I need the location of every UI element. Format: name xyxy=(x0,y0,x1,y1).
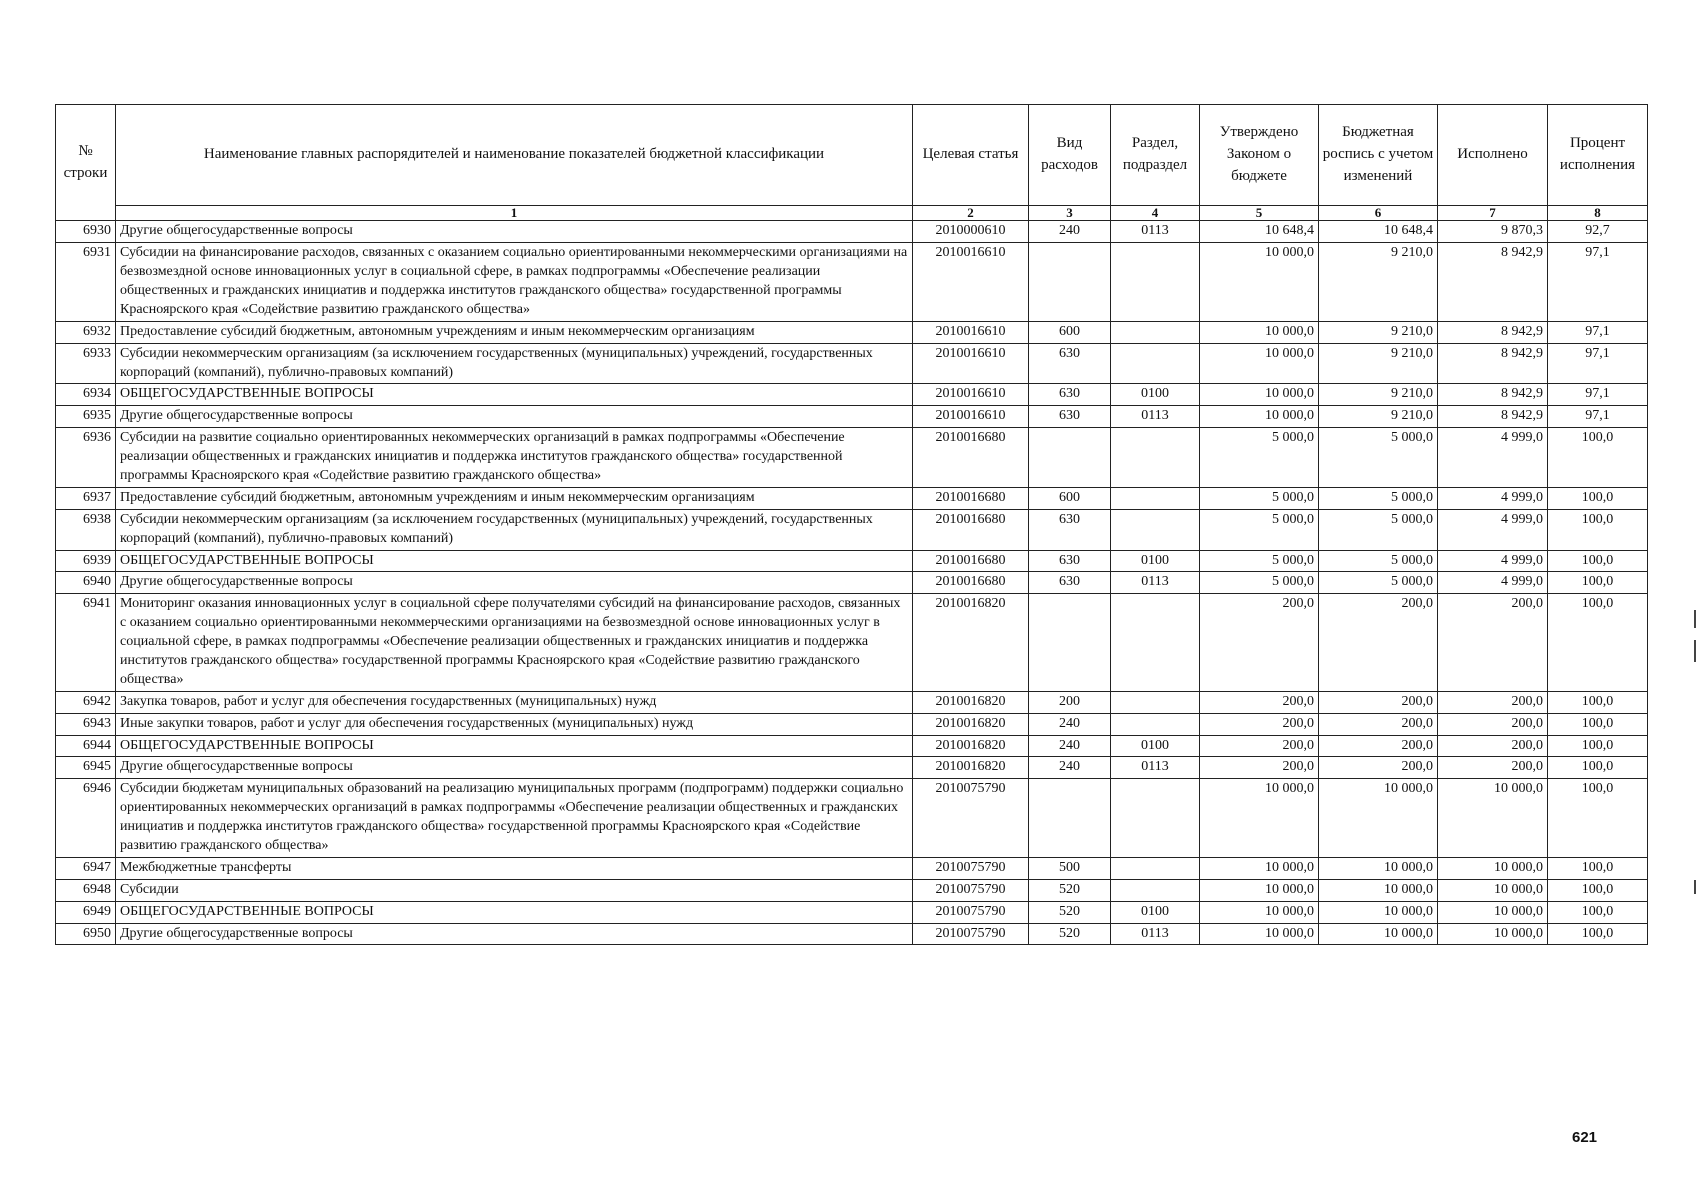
table-row xyxy=(56,757,1648,779)
row-name-cell: Закупка товаров, работ и услуг для обеспечения государственных (муниципальных) нужд xyxy=(116,691,913,713)
expense-type-cell: 630 xyxy=(1029,384,1111,406)
col-header-target: Целевая статья xyxy=(913,105,1029,206)
row-number-cell: 6945 xyxy=(56,757,116,779)
row-name-cell: Межбюджетные трансферты xyxy=(116,857,913,879)
schedule-amount-cell: 10 000,0 xyxy=(1319,923,1438,945)
percent-cell: 100,0 xyxy=(1548,594,1648,691)
table-row xyxy=(56,384,1648,406)
target-article-cell: 2010016820 xyxy=(913,713,1029,735)
row-number-cell: 6931 xyxy=(56,243,116,322)
target-article-cell: 2010016610 xyxy=(913,321,1029,343)
row-name-cell: Субсидии xyxy=(116,879,913,901)
scan-edge-mark xyxy=(1694,610,1696,628)
section-cell xyxy=(1111,857,1200,879)
section-cell xyxy=(1111,343,1200,384)
row-name-cell: Другие общегосударственные вопросы xyxy=(116,406,913,428)
approved-amount-cell: 10 000,0 xyxy=(1200,406,1319,428)
col-header-section: Раздел, подраздел xyxy=(1111,105,1200,206)
schedule-amount-cell: 5 000,0 xyxy=(1319,428,1438,488)
target-article-cell: 2010016680 xyxy=(913,572,1029,594)
target-article-cell: 2010075790 xyxy=(913,779,1029,858)
executed-amount-cell: 200,0 xyxy=(1438,691,1548,713)
row-number-cell: 6950 xyxy=(56,923,116,945)
expense-type-cell xyxy=(1029,243,1111,322)
col-number-2: 2 xyxy=(913,206,1029,221)
col-header-exp-type: Вид расходов xyxy=(1029,105,1111,206)
row-name-cell: ОБЩЕГОСУДАРСТВЕННЫЕ ВОПРОСЫ xyxy=(116,550,913,572)
percent-cell: 97,1 xyxy=(1548,343,1648,384)
target-article-cell: 2010016820 xyxy=(913,735,1029,757)
section-cell xyxy=(1111,509,1200,550)
schedule-amount-cell: 5 000,0 xyxy=(1319,509,1438,550)
section-cell xyxy=(1111,779,1200,858)
section-cell: 0100 xyxy=(1111,901,1200,923)
col-number-8: 8 xyxy=(1548,206,1648,221)
table-row xyxy=(56,221,1648,243)
schedule-amount-cell: 10 000,0 xyxy=(1319,879,1438,901)
expense-type-cell: 500 xyxy=(1029,857,1111,879)
row-name-cell: Предоставление субсидий бюджетным, автономным учреждениям и иным некоммерческим организациям xyxy=(116,487,913,509)
col-number-3: 3 xyxy=(1029,206,1111,221)
expense-type-cell xyxy=(1029,428,1111,488)
approved-amount-cell: 5 000,0 xyxy=(1200,428,1319,488)
executed-amount-cell: 10 000,0 xyxy=(1438,879,1548,901)
percent-cell: 97,1 xyxy=(1548,321,1648,343)
table-row xyxy=(56,406,1648,428)
target-article-cell: 2010016680 xyxy=(913,428,1029,488)
percent-cell: 97,1 xyxy=(1548,406,1648,428)
row-name-cell: Другие общегосударственные вопросы xyxy=(116,757,913,779)
table-row xyxy=(56,879,1648,901)
row-number-cell: 6937 xyxy=(56,487,116,509)
row-name-cell: Мониторинг оказания инновационных услуг в социальной сфере получателями субсидий на финансирование расходов, связанных с оказанием социально ориентированными некоммерческими организациями на безвозмездной основе инновационных услуг в социальной сфере, в рамках подпрограммы «Обеспечение реализации общественных и гражданских инициатив и поддержка институтов гражданского общества» государственной программы Красноярского края «Содействие развитию гражданского общества» xyxy=(116,594,913,691)
table-row xyxy=(56,343,1648,384)
percent-cell: 100,0 xyxy=(1548,923,1648,945)
executed-amount-cell: 4 999,0 xyxy=(1438,428,1548,488)
executed-amount-cell: 200,0 xyxy=(1438,713,1548,735)
section-cell: 0100 xyxy=(1111,384,1200,406)
row-name-cell: Другие общегосударственные вопросы xyxy=(116,572,913,594)
row-number-cell: 6943 xyxy=(56,713,116,735)
row-number-cell: 6948 xyxy=(56,879,116,901)
approved-amount-cell: 5 000,0 xyxy=(1200,572,1319,594)
row-number-cell: 6947 xyxy=(56,857,116,879)
percent-cell: 100,0 xyxy=(1548,901,1648,923)
row-name-cell: Иные закупки товаров, работ и услуг для обеспечения государственных (муниципальных) нужд xyxy=(116,713,913,735)
section-cell xyxy=(1111,691,1200,713)
expense-type-cell: 240 xyxy=(1029,735,1111,757)
percent-cell: 100,0 xyxy=(1548,713,1648,735)
table-row xyxy=(56,779,1648,858)
schedule-amount-cell: 200,0 xyxy=(1319,735,1438,757)
col-number-7: 7 xyxy=(1438,206,1548,221)
executed-amount-cell: 8 942,9 xyxy=(1438,343,1548,384)
executed-amount-cell: 8 942,9 xyxy=(1438,384,1548,406)
schedule-amount-cell: 10 000,0 xyxy=(1319,779,1438,858)
approved-amount-cell: 200,0 xyxy=(1200,735,1319,757)
approved-amount-cell: 10 000,0 xyxy=(1200,779,1319,858)
schedule-amount-cell: 9 210,0 xyxy=(1319,384,1438,406)
expense-type-cell: 520 xyxy=(1029,923,1111,945)
col-number-6: 6 xyxy=(1319,206,1438,221)
col-number-1: 1 xyxy=(116,206,913,221)
row-name-cell: Другие общегосударственные вопросы xyxy=(116,923,913,945)
table-row xyxy=(56,487,1648,509)
approved-amount-cell: 5 000,0 xyxy=(1200,487,1319,509)
row-number-cell: 6930 xyxy=(56,221,116,243)
table-row xyxy=(56,572,1648,594)
target-article-cell: 2010075790 xyxy=(913,901,1029,923)
expense-type-cell: 630 xyxy=(1029,509,1111,550)
section-cell xyxy=(1111,879,1200,901)
table-header-row xyxy=(56,105,1648,206)
section-cell xyxy=(1111,487,1200,509)
col-header-percent: Процент исполнения xyxy=(1548,105,1648,206)
row-number-cell: 6938 xyxy=(56,509,116,550)
executed-amount-cell: 200,0 xyxy=(1438,735,1548,757)
percent-cell: 100,0 xyxy=(1548,757,1648,779)
expense-type-cell: 630 xyxy=(1029,406,1111,428)
target-article-cell: 2010016680 xyxy=(913,509,1029,550)
target-article-cell: 2010075790 xyxy=(913,879,1029,901)
scan-edge-mark xyxy=(1694,880,1696,894)
schedule-amount-cell: 5 000,0 xyxy=(1319,487,1438,509)
table-row xyxy=(56,857,1648,879)
target-article-cell: 2010016610 xyxy=(913,384,1029,406)
row-number-cell: 6932 xyxy=(56,321,116,343)
percent-cell: 100,0 xyxy=(1548,572,1648,594)
executed-amount-cell: 8 942,9 xyxy=(1438,243,1548,322)
expense-type-cell: 520 xyxy=(1029,879,1111,901)
row-name-cell: Субсидии на развитие социально ориентированных некоммерческих организаций в рамках подпрограммы «Обеспечение реализации общественных и гражданских инициатив и поддержка институтов гражданского общества» государственной программы Красноярского края «Содействие развитию гражданского общества» xyxy=(116,428,913,488)
percent-cell: 100,0 xyxy=(1548,550,1648,572)
schedule-amount-cell: 5 000,0 xyxy=(1319,572,1438,594)
row-number-cell: 6946 xyxy=(56,779,116,858)
percent-cell: 97,1 xyxy=(1548,384,1648,406)
approved-amount-cell: 10 000,0 xyxy=(1200,879,1319,901)
approved-amount-cell: 10 000,0 xyxy=(1200,384,1319,406)
col-header-name: Наименование главных распорядителей и наименование показателей бюджетной классификации xyxy=(116,105,913,206)
target-article-cell: 2010000610 xyxy=(913,221,1029,243)
table-row xyxy=(56,713,1648,735)
row-number-cell: 6934 xyxy=(56,384,116,406)
target-article-cell: 2010016820 xyxy=(913,594,1029,691)
row-name-cell: ОБЩЕГОСУДАРСТВЕННЫЕ ВОПРОСЫ xyxy=(116,901,913,923)
percent-cell: 97,1 xyxy=(1548,243,1648,322)
table-row xyxy=(56,735,1648,757)
section-cell xyxy=(1111,428,1200,488)
row-name-cell: Субсидии на финансирование расходов, связанных с оказанием социально ориентированными некоммерческими организациями на безвозмездной основе инновационных услуг в социальной сфере, в рамках подпрограммы «Обеспечение реализации общественных и гражданских инициатив и поддержка институтов гражданского общества» государственной программы Красноярского края «Содействие развитию гражданского общества» xyxy=(116,243,913,322)
schedule-amount-cell: 9 210,0 xyxy=(1319,243,1438,322)
executed-amount-cell: 200,0 xyxy=(1438,594,1548,691)
percent-cell: 100,0 xyxy=(1548,857,1648,879)
row-number-cell: 6941 xyxy=(56,594,116,691)
target-article-cell: 2010016610 xyxy=(913,343,1029,384)
percent-cell: 100,0 xyxy=(1548,428,1648,488)
table-row xyxy=(56,594,1648,691)
approved-amount-cell: 10 000,0 xyxy=(1200,243,1319,322)
approved-amount-cell: 200,0 xyxy=(1200,691,1319,713)
table-body xyxy=(56,221,1648,945)
executed-amount-cell: 10 000,0 xyxy=(1438,779,1548,858)
expense-type-cell xyxy=(1029,779,1111,858)
row-name-cell: Другие общегосударственные вопросы xyxy=(116,221,913,243)
page-number: 621 xyxy=(1572,1129,1598,1146)
percent-cell: 100,0 xyxy=(1548,879,1648,901)
percent-cell: 100,0 xyxy=(1548,487,1648,509)
schedule-amount-cell: 9 210,0 xyxy=(1319,343,1438,384)
column-number-row xyxy=(56,206,1648,221)
schedule-amount-cell: 200,0 xyxy=(1319,757,1438,779)
table-row xyxy=(56,550,1648,572)
executed-amount-cell: 8 942,9 xyxy=(1438,406,1548,428)
expense-type-cell xyxy=(1029,594,1111,691)
percent-cell: 100,0 xyxy=(1548,509,1648,550)
row-name-cell: ОБЩЕГОСУДАРСТВЕННЫЕ ВОПРОСЫ xyxy=(116,384,913,406)
approved-amount-cell: 5 000,0 xyxy=(1200,509,1319,550)
section-cell: 0113 xyxy=(1111,923,1200,945)
table-row xyxy=(56,428,1648,488)
executed-amount-cell: 4 999,0 xyxy=(1438,487,1548,509)
approved-amount-cell: 10 000,0 xyxy=(1200,321,1319,343)
executed-amount-cell: 4 999,0 xyxy=(1438,509,1548,550)
target-article-cell: 2010075790 xyxy=(913,857,1029,879)
expense-type-cell: 630 xyxy=(1029,572,1111,594)
section-cell: 0100 xyxy=(1111,735,1200,757)
target-article-cell: 2010016610 xyxy=(913,406,1029,428)
expense-type-cell: 240 xyxy=(1029,713,1111,735)
approved-amount-cell: 10 000,0 xyxy=(1200,901,1319,923)
row-name-cell: Субсидии бюджетам муниципальных образований на реализацию муниципальных программ (подпрограмм) поддержки социально ориентированных некоммерческих организаций в рамках подпрограммы «Обеспечение реализации общественных и гражданских инициатив и поддержка институтов гражданского общества» государственной программы Красноярского края «Содействие развитию гражданского общества» xyxy=(116,779,913,858)
executed-amount-cell: 10 000,0 xyxy=(1438,901,1548,923)
schedule-amount-cell: 9 210,0 xyxy=(1319,406,1438,428)
row-number-cell: 6942 xyxy=(56,691,116,713)
section-cell xyxy=(1111,594,1200,691)
approved-amount-cell: 10 648,4 xyxy=(1200,221,1319,243)
section-cell xyxy=(1111,713,1200,735)
col-number-4: 4 xyxy=(1111,206,1200,221)
executed-amount-cell: 10 000,0 xyxy=(1438,857,1548,879)
row-number-cell: 6935 xyxy=(56,406,116,428)
table-row xyxy=(56,509,1648,550)
expense-type-cell: 240 xyxy=(1029,757,1111,779)
executed-amount-cell: 200,0 xyxy=(1438,757,1548,779)
expense-type-cell: 240 xyxy=(1029,221,1111,243)
approved-amount-cell: 200,0 xyxy=(1200,757,1319,779)
executed-amount-cell: 9 870,3 xyxy=(1438,221,1548,243)
col-number-5: 5 xyxy=(1200,206,1319,221)
table-row xyxy=(56,901,1648,923)
schedule-amount-cell: 200,0 xyxy=(1319,594,1438,691)
schedule-amount-cell: 9 210,0 xyxy=(1319,321,1438,343)
row-number-cell: 6944 xyxy=(56,735,116,757)
expense-type-cell: 520 xyxy=(1029,901,1111,923)
executed-amount-cell: 4 999,0 xyxy=(1438,572,1548,594)
approved-amount-cell: 10 000,0 xyxy=(1200,857,1319,879)
approved-amount-cell: 5 000,0 xyxy=(1200,550,1319,572)
approved-amount-cell: 10 000,0 xyxy=(1200,923,1319,945)
row-name-cell: Субсидии некоммерческим организациям (за исключением государственных (муниципальных) учреждений, государственных корпораций (компаний), публично-правовых компаний) xyxy=(116,343,913,384)
table-row xyxy=(56,691,1648,713)
col-header-approved: Утверждено Законом о бюджете xyxy=(1200,105,1319,206)
target-article-cell: 2010075790 xyxy=(913,923,1029,945)
schedule-amount-cell: 200,0 xyxy=(1319,713,1438,735)
row-number-cell: 6936 xyxy=(56,428,116,488)
scan-edge-mark xyxy=(1694,640,1696,662)
approved-amount-cell: 200,0 xyxy=(1200,594,1319,691)
approved-amount-cell: 200,0 xyxy=(1200,713,1319,735)
schedule-amount-cell: 10 648,4 xyxy=(1319,221,1438,243)
row-number-cell: 6939 xyxy=(56,550,116,572)
table-row xyxy=(56,923,1648,945)
row-number-cell: 6933 xyxy=(56,343,116,384)
executed-amount-cell: 4 999,0 xyxy=(1438,550,1548,572)
expense-type-cell: 600 xyxy=(1029,321,1111,343)
target-article-cell: 2010016680 xyxy=(913,550,1029,572)
executed-amount-cell: 8 942,9 xyxy=(1438,321,1548,343)
schedule-amount-cell: 10 000,0 xyxy=(1319,857,1438,879)
schedule-amount-cell: 5 000,0 xyxy=(1319,550,1438,572)
row-number-cell: 6940 xyxy=(56,572,116,594)
col-header-row-no: № строки xyxy=(56,105,116,221)
expense-type-cell: 630 xyxy=(1029,343,1111,384)
percent-cell: 100,0 xyxy=(1548,691,1648,713)
section-cell: 0113 xyxy=(1111,221,1200,243)
col-header-executed: Исполнено xyxy=(1438,105,1548,206)
table-row xyxy=(56,243,1648,322)
section-cell: 0113 xyxy=(1111,757,1200,779)
expense-type-cell: 600 xyxy=(1029,487,1111,509)
schedule-amount-cell: 200,0 xyxy=(1319,691,1438,713)
col-header-schedule: Бюджетная роспись с учетом изменений xyxy=(1319,105,1438,206)
percent-cell: 100,0 xyxy=(1548,735,1648,757)
row-name-cell: ОБЩЕГОСУДАРСТВЕННЫЕ ВОПРОСЫ xyxy=(116,735,913,757)
target-article-cell: 2010016610 xyxy=(913,243,1029,322)
percent-cell: 92,7 xyxy=(1548,221,1648,243)
row-name-cell: Предоставление субсидий бюджетным, автономным учреждениям и иным некоммерческим организациям xyxy=(116,321,913,343)
row-name-cell: Субсидии некоммерческим организациям (за исключением государственных (муниципальных) учреждений, государственных корпораций (компаний), публично-правовых компаний) xyxy=(116,509,913,550)
table-row xyxy=(56,321,1648,343)
row-number-cell: 6949 xyxy=(56,901,116,923)
section-cell: 0100 xyxy=(1111,550,1200,572)
section-cell xyxy=(1111,243,1200,322)
approved-amount-cell: 10 000,0 xyxy=(1200,343,1319,384)
budget-execution-table xyxy=(55,104,1648,945)
section-cell: 0113 xyxy=(1111,572,1200,594)
target-article-cell: 2010016820 xyxy=(913,691,1029,713)
percent-cell: 100,0 xyxy=(1548,779,1648,858)
executed-amount-cell: 10 000,0 xyxy=(1438,923,1548,945)
target-article-cell: 2010016820 xyxy=(913,757,1029,779)
schedule-amount-cell: 10 000,0 xyxy=(1319,901,1438,923)
section-cell: 0113 xyxy=(1111,406,1200,428)
expense-type-cell: 630 xyxy=(1029,550,1111,572)
section-cell xyxy=(1111,321,1200,343)
target-article-cell: 2010016680 xyxy=(913,487,1029,509)
expense-type-cell: 200 xyxy=(1029,691,1111,713)
